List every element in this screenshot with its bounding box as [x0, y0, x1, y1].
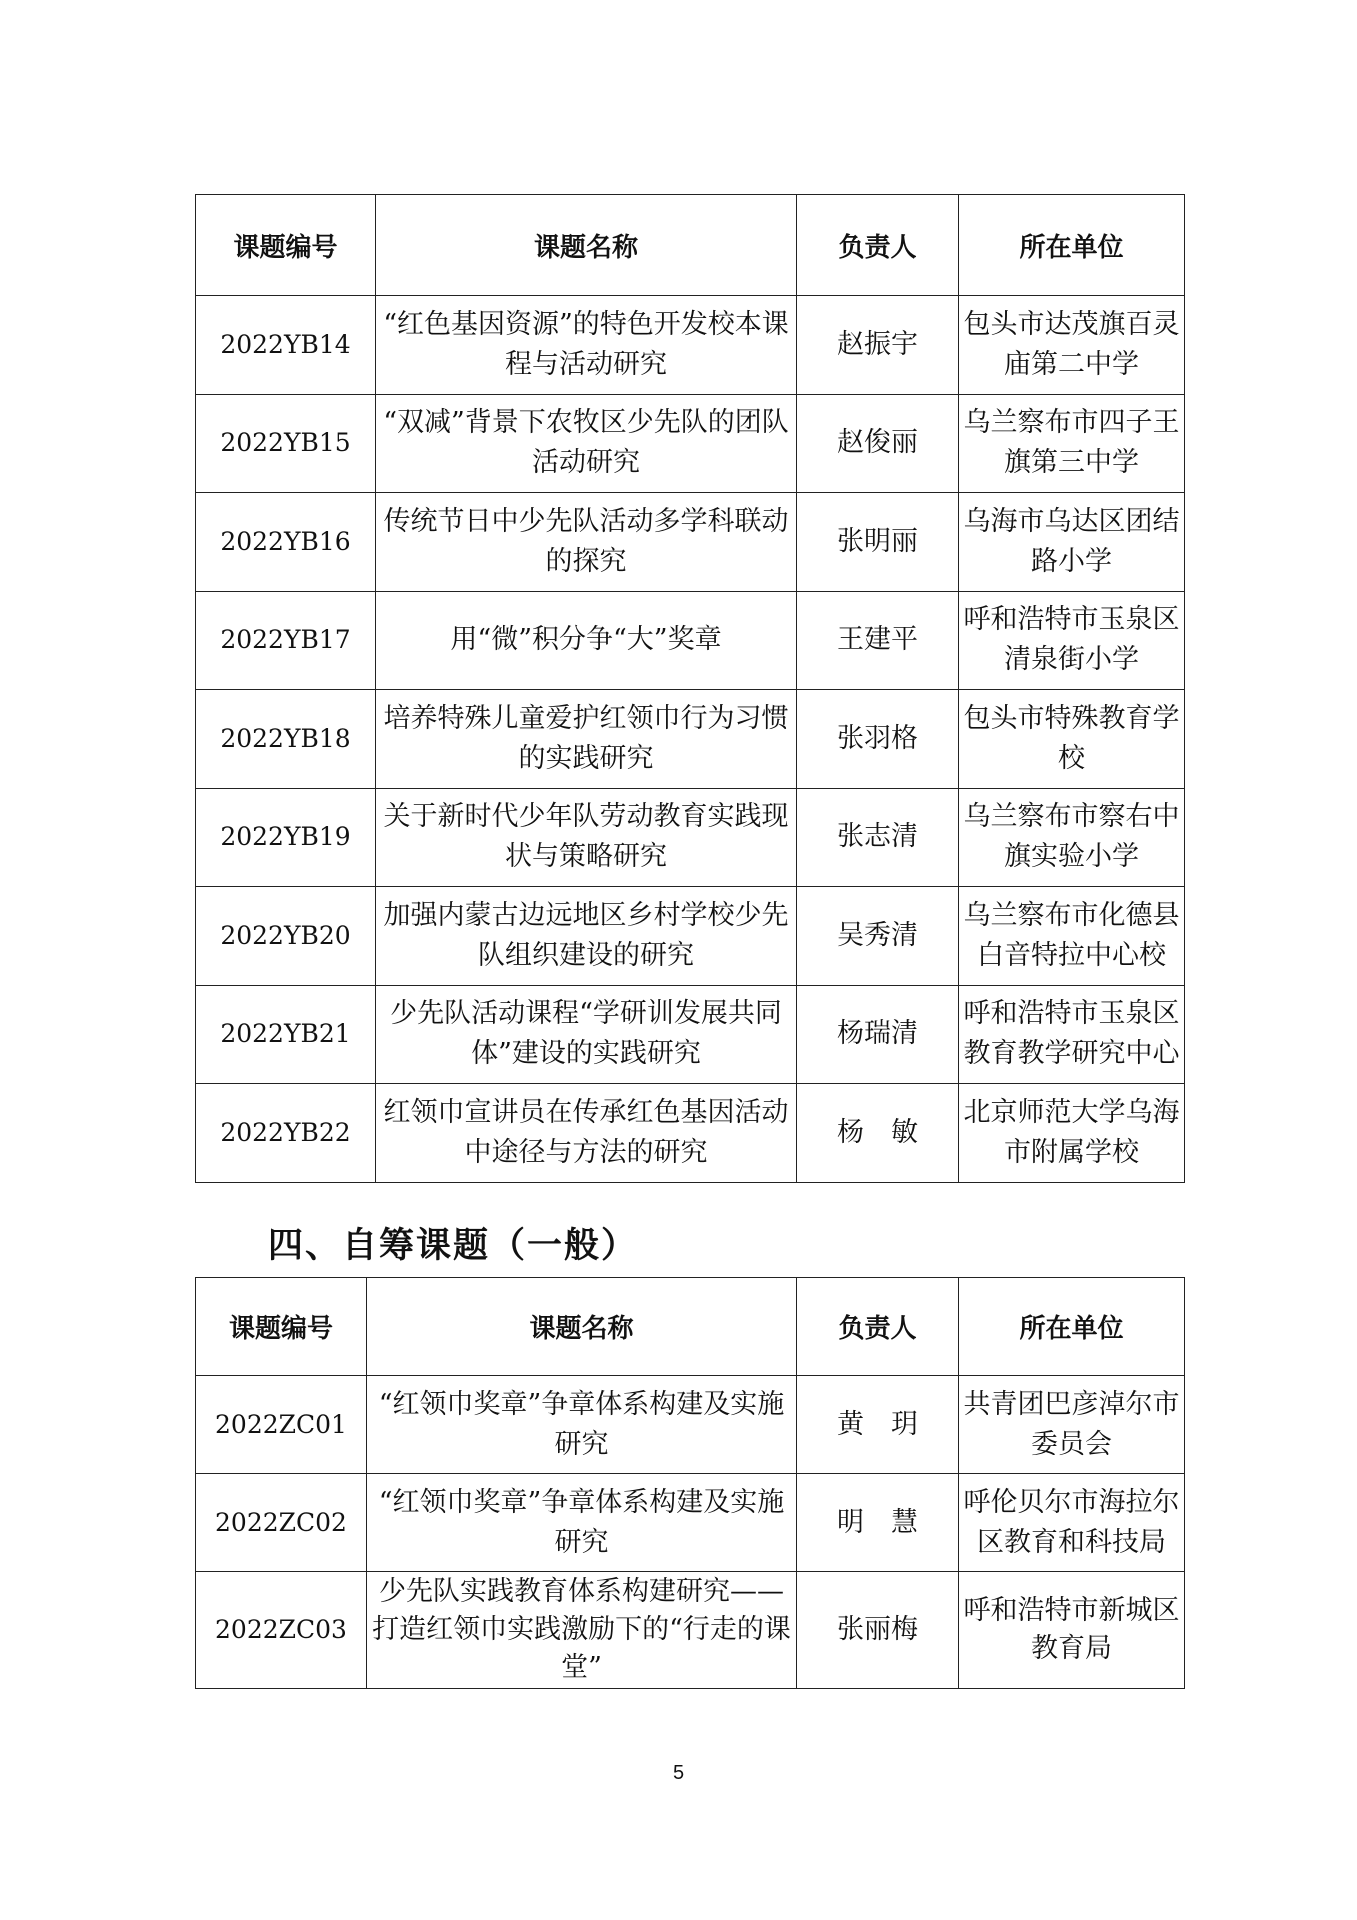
- cell-title: 关于新时代少年队劳动教育实践现状与策略研究: [376, 788, 797, 887]
- table-header-row: [196, 1278, 1185, 1376]
- cell-leader: 王建平: [797, 591, 959, 690]
- cell-title: “红色基因资源”的特色开发校本课程与活动研究: [376, 296, 797, 395]
- table-row: [196, 1572, 1185, 1689]
- cell-code: 2022YB15: [196, 394, 376, 493]
- header-unit: 所在单位: [959, 1278, 1185, 1376]
- cell-unit: 呼和浩特市玉泉区教育教学研究中心: [959, 985, 1185, 1084]
- cell-title: 少先队活动课程“学研训发展共同体”建设的实践研究: [376, 985, 797, 1084]
- table-row: [196, 591, 1185, 690]
- cell-leader: 赵振宇: [797, 296, 959, 395]
- cell-title: 加强内蒙古边远地区乡村学校少先队组织建设的研究: [376, 887, 797, 986]
- cell-title: 用“微”积分争“大”奖章: [376, 591, 797, 690]
- cell-code: 2022ZC03: [196, 1572, 367, 1689]
- cell-title: 少先队实践教育体系构建研究——打造红领巾实践激励下的“行走的课堂”: [367, 1572, 797, 1689]
- cell-leader: 张丽梅: [797, 1572, 959, 1689]
- table-row: [196, 493, 1185, 592]
- table-general-projects: [195, 194, 1185, 1183]
- table-header-row: [196, 195, 1185, 296]
- cell-unit: 乌兰察布市四子王旗第三中学: [959, 394, 1185, 493]
- cell-unit: 呼和浩特市玉泉区清泉街小学: [959, 591, 1185, 690]
- header-title: 课题名称: [376, 195, 797, 296]
- cell-unit: 乌兰察布市察右中旗实验小学: [959, 788, 1185, 887]
- cell-code: 2022YB18: [196, 690, 376, 789]
- cell-title: 培养特殊儿童爱护红领巾行为习惯的实践研究: [376, 690, 797, 789]
- cell-title: 传统节日中少先队活动多学科联动的探究: [376, 493, 797, 592]
- cell-leader: 张志清: [797, 788, 959, 887]
- cell-code: 2022YB20: [196, 887, 376, 986]
- table-row: [196, 394, 1185, 493]
- table-row: [196, 788, 1185, 887]
- cell-code: 2022YB14: [196, 296, 376, 395]
- cell-unit: 呼伦贝尔市海拉尔区教育和科技局: [959, 1474, 1185, 1572]
- header-code: 课题编号: [196, 1278, 367, 1376]
- table-row: [196, 1376, 1185, 1474]
- cell-code: 2022YB17: [196, 591, 376, 690]
- cell-leader: 张羽格: [797, 690, 959, 789]
- cell-code: 2022ZC02: [196, 1474, 367, 1572]
- cell-code: 2022YB16: [196, 493, 376, 592]
- cell-leader: 吴秀清: [797, 887, 959, 986]
- cell-unit: 包头市特殊教育学校: [959, 690, 1185, 789]
- cell-leader: 张明丽: [797, 493, 959, 592]
- header-leader: 负责人: [797, 1278, 959, 1376]
- table-self-funded-projects: [195, 1277, 1185, 1689]
- cell-title: “双减”背景下农牧区少先队的团队活动研究: [376, 394, 797, 493]
- cell-unit: 北京师范大学乌海市附属学校: [959, 1084, 1185, 1183]
- header-title: 课题名称: [367, 1278, 797, 1376]
- cell-unit: 共青团巴彦淖尔市委员会: [959, 1376, 1185, 1474]
- cell-code: 2022ZC01: [196, 1376, 367, 1474]
- cell-leader: 杨瑞清: [797, 985, 959, 1084]
- page-number: 5: [672, 1762, 685, 1784]
- cell-unit: 乌兰察布市化德县白音特拉中心校: [959, 887, 1185, 986]
- section-title: 四、自筹课题（一般）: [268, 1226, 639, 1266]
- cell-leader: 黄 玥: [797, 1376, 959, 1474]
- cell-unit: 乌海市乌达区团结路小学: [959, 493, 1185, 592]
- table-row: [196, 1474, 1185, 1572]
- cell-code: 2022YB22: [196, 1084, 376, 1183]
- cell-title: “红领巾奖章”争章体系构建及实施研究: [367, 1376, 797, 1474]
- cell-title: 红领巾宣讲员在传承红色基因活动中途径与方法的研究: [376, 1084, 797, 1183]
- cell-unit: 包头市达茂旗百灵庙第二中学: [959, 296, 1185, 395]
- header-code: 课题编号: [196, 195, 376, 296]
- cell-leader: 杨 敏: [797, 1084, 959, 1183]
- table-row: [196, 887, 1185, 986]
- header-unit: 所在单位: [959, 195, 1185, 296]
- table-row: [196, 1084, 1185, 1183]
- table-row: [196, 985, 1185, 1084]
- cell-unit: 呼和浩特市新城区教育局: [959, 1572, 1185, 1689]
- cell-code: 2022YB21: [196, 985, 376, 1084]
- table-row: [196, 296, 1185, 395]
- cell-title: “红领巾奖章”争章体系构建及实施研究: [367, 1474, 797, 1572]
- cell-leader: 明 慧: [797, 1474, 959, 1572]
- cell-code: 2022YB19: [196, 788, 376, 887]
- header-leader: 负责人: [797, 195, 959, 296]
- cell-leader: 赵俊丽: [797, 394, 959, 493]
- table-row: [196, 690, 1185, 789]
